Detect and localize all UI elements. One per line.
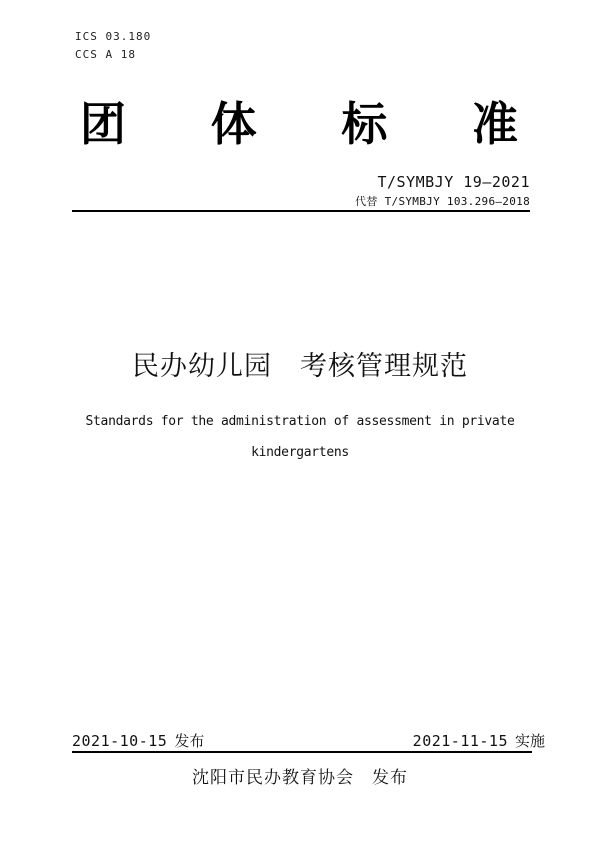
document-title-en-line2: kindergartens [251, 445, 349, 460]
banner-char: 体 [210, 98, 257, 150]
publisher-row [0, 763, 600, 788]
date-row [72, 730, 545, 751]
document-title-en [0, 406, 600, 468]
classification-codes [75, 28, 151, 64]
ccs-code: CCS A 18 [75, 48, 136, 61]
replaced-standard: 代替 T/SYMBJY 103.296—2018 [355, 195, 530, 208]
banner-title [80, 97, 518, 151]
implementation-date-group [413, 730, 545, 751]
implementation-date: 2021-11-15 [412, 732, 508, 750]
standard-number-block [355, 172, 530, 209]
banner-char: 团 [80, 98, 126, 150]
publisher-label: 发布 [372, 768, 408, 787]
ics-code: ICS 03.180 [75, 30, 152, 43]
publisher-name: 沈阳市民办教育协会 [192, 768, 354, 787]
header-rule [72, 210, 530, 212]
banner-char: 标 [341, 98, 388, 150]
footer-rule [72, 751, 532, 753]
issue-date: 2021-10-15 [72, 732, 168, 750]
standard-number: T/SYMBJY 19—2021 [377, 173, 530, 191]
document-title-en-line1: Standards for the administration of assessment in private [85, 414, 515, 429]
banner-char: 准 [471, 98, 518, 150]
issue-date-group [72, 730, 204, 751]
implementation-label: 实施 [514, 733, 545, 750]
issue-label: 发布 [174, 733, 205, 750]
document-title-zh: 民办幼儿园 考核管理规范 [132, 351, 468, 381]
